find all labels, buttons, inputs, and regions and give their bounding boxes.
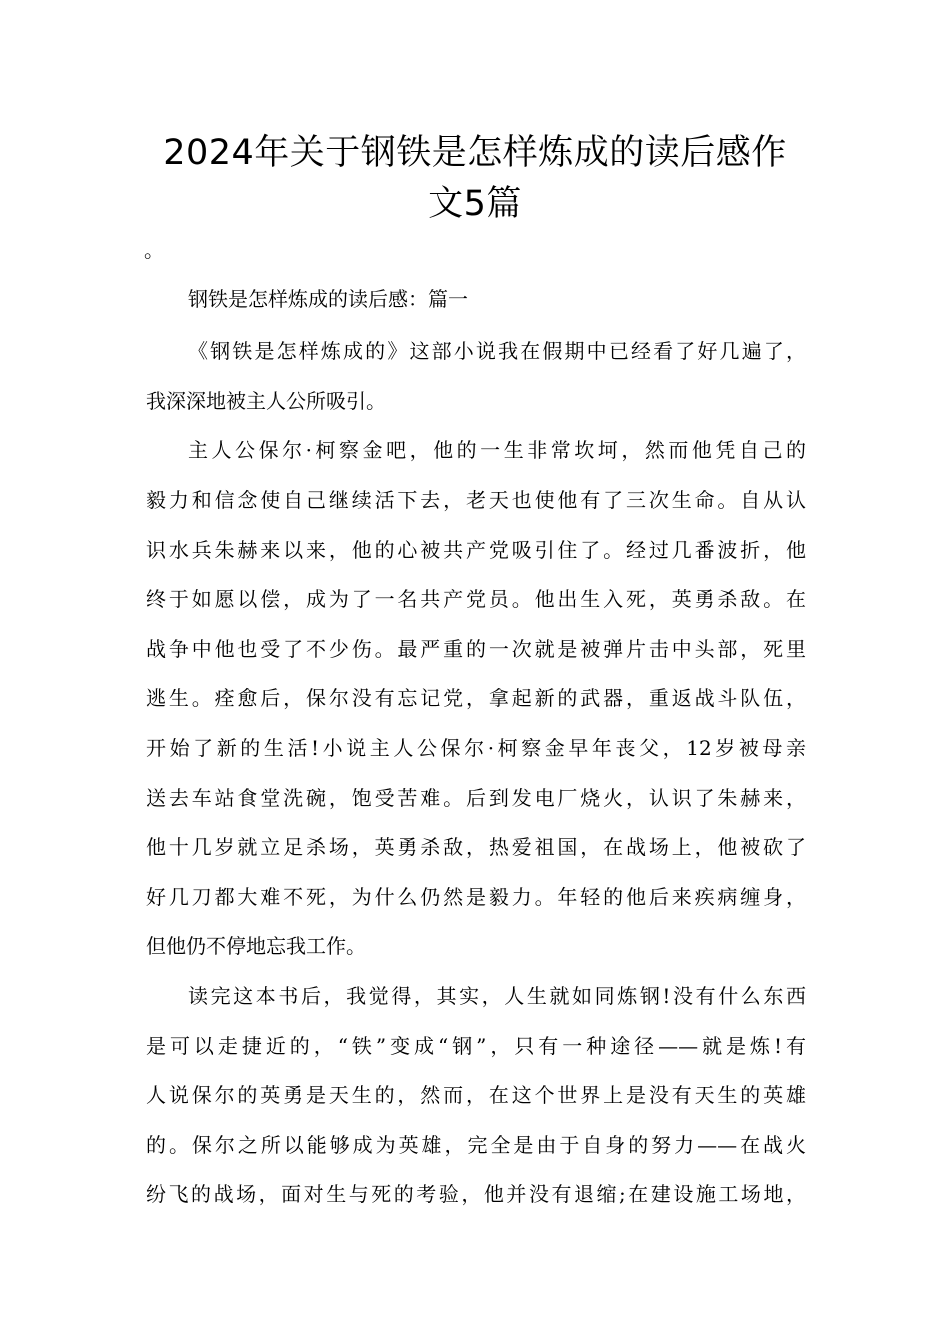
leading-mark: 。 [144,238,164,262]
text-line: 但他仍不停地忘我工作。 [146,934,366,958]
title-line-2: 文5篇 [428,184,522,224]
text-line: 送去车站食堂洗碗，饱受苦难。后到发电厂烧火，认识了朱赫来， [146,786,806,810]
text-line: 《钢铁是怎样炼成的》这部小说我在假期中已经看了好几遍了， [188,339,806,363]
text-line: 开始了新的生活!小说主人公保尔·柯察金早年丧父，12岁被母亲 [146,736,806,760]
text-line: 人说保尔的英勇是天生的，然而，在这个世界上是没有天生的英雄 [146,1083,806,1107]
text-line: 终于如愿以偿，成为了一名共产党员。他出生入死，英勇杀敌。在 [146,587,806,611]
text-line: 主人公保尔·柯察金吧，他的一生非常坎坷，然而他凭自己的 [188,438,806,462]
text-line: 是可以走捷近的，“铁”变成“钢”，只有一种途径——就是炼!有 [146,1034,806,1058]
section-heading: 钢铁是怎样炼成的读后感：篇一 [188,287,468,311]
title-line-1: 2024年关于钢铁是怎样炼成的读后感作 [163,133,787,173]
text-line: 的。保尔之所以能够成为英雄，完全是由于自身的努力——在战火 [146,1133,806,1157]
text-line: 读完这本书后，我觉得，其实，人生就如同炼钢!没有什么东西 [188,984,806,1008]
text-line: 好几刀都大难不死，为什么仍然是毅力。年轻的他后来疾病缠身， [146,885,806,909]
text-line: 逃生。痊愈后，保尔没有忘记党，拿起新的武器，重返战斗队伍， [146,686,806,710]
document-title [100,128,850,230]
text-line: 纷飞的战场，面对生与死的考验，他并没有退缩;在建设施工场地， [146,1182,806,1206]
text-line: 他十几岁就立足杀场，英勇杀敌，热爱祖国，在战场上，他被砍了 [146,835,806,859]
text-line: 识水兵朱赫来以来，他的心被共产党吸引住了。经过几番波折，他 [146,538,806,562]
text-line: 战争中他也受了不少伤。最严重的一次就是被弹片击中头部，死里 [146,637,806,661]
text-line: 我深深地被主人公所吸引。 [146,389,386,413]
text-line: 毅力和信念使自己继续活下去，老天也使他有了三次生命。自从认 [146,488,806,512]
